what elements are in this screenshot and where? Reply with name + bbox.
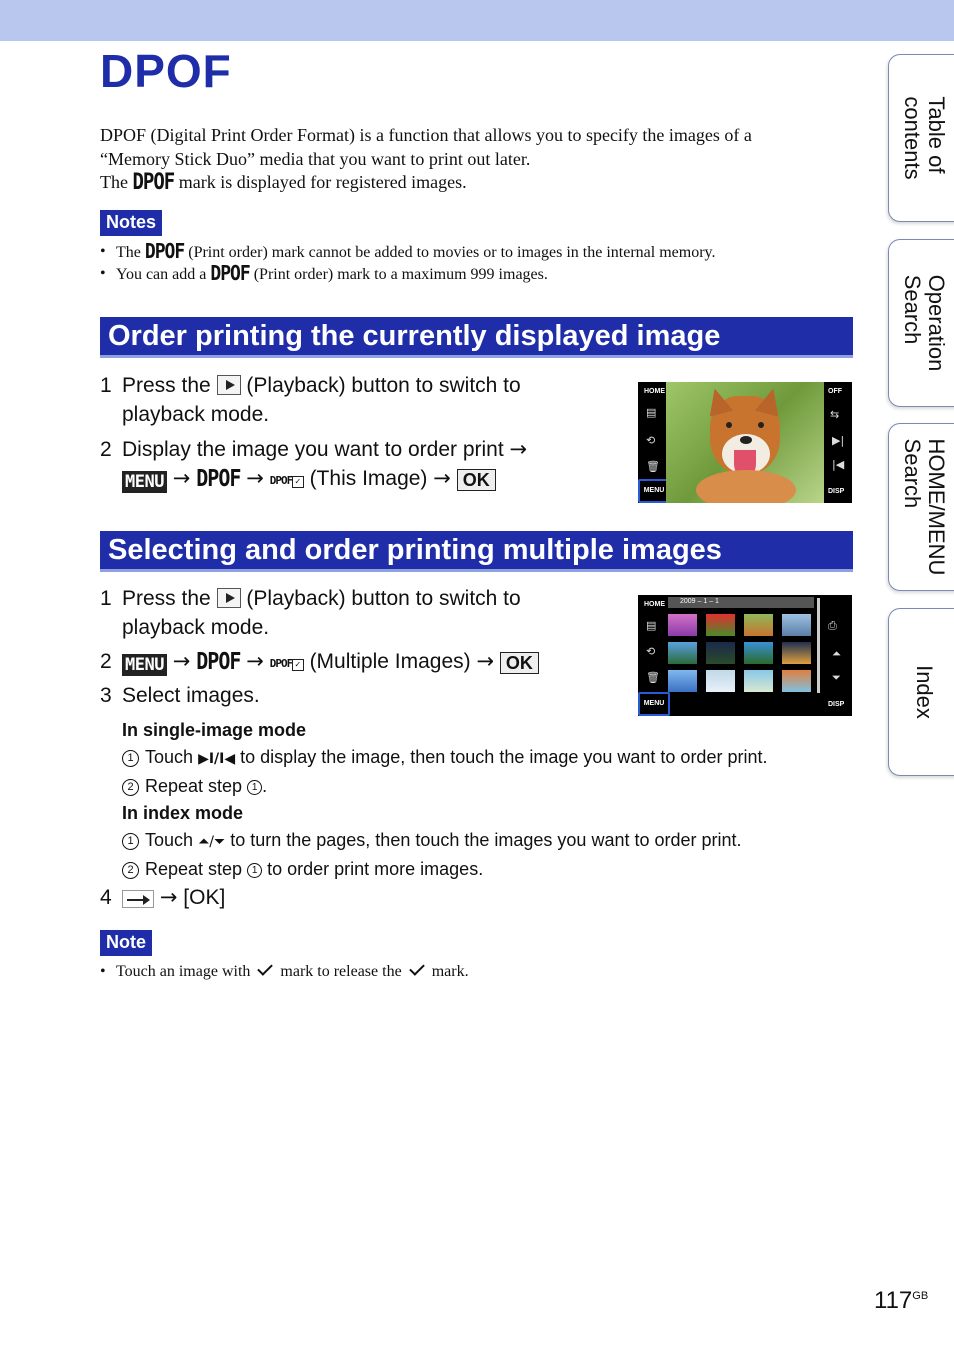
arrow-icon: →: [476, 649, 495, 673]
dpof-mark-icon: DPOF: [196, 464, 241, 492]
notes-item-1-pre: The: [116, 244, 141, 261]
tab-home-menu-search[interactable]: [888, 423, 954, 591]
step-text: playback mode.: [122, 403, 270, 426]
thumbnail: [668, 642, 697, 664]
tab-operation-search[interactable]: [888, 239, 954, 407]
step-text: Display the image you want to order print: [122, 438, 504, 461]
tab-label-line: Search: [900, 274, 925, 345]
note-text: mark to release the: [280, 963, 402, 980]
thumbnail: [706, 642, 735, 664]
arrow-icon: →: [159, 885, 178, 909]
step-text: Press the: [122, 587, 211, 610]
step-text: [OK]: [183, 886, 226, 909]
notes-item-1-post: (Print order) mark cannot be added to movies or to images in the internal memory.: [188, 244, 716, 261]
note-text: Touch an image with: [116, 963, 251, 980]
swap-icon: ⇆: [830, 408, 840, 421]
note-label: Note: [100, 930, 152, 956]
note-item: [100, 961, 469, 982]
check-icon: [258, 960, 274, 976]
camera-screen-single: [638, 382, 852, 503]
check-icon: ✓: [292, 476, 304, 488]
dpof-multiple-images-icon: [270, 649, 304, 671]
single-mode-heading: In single-image mode: [122, 720, 307, 740]
prev-image-icon: |◀: [832, 458, 845, 471]
trash-icon: 🗑: [646, 460, 660, 473]
thumbnail: [744, 642, 773, 664]
step-number: 1: [100, 587, 112, 610]
intro-line-1: DPOF (Digital Print Order Format) is a function that allows you to specify the images of a: [100, 125, 752, 145]
intro-line-2: “Memory Stick Duo” media that you want to print out later.: [100, 148, 531, 169]
step-text: .: [262, 776, 268, 796]
circle-1-icon: 1: [247, 780, 262, 795]
step-2: [100, 435, 610, 493]
index-mode-step-1: [122, 827, 852, 856]
thumbnail: [782, 614, 811, 636]
step-text: Repeat step: [145, 859, 243, 879]
tab-index[interactable]: [888, 608, 954, 776]
circle-1-icon: 1: [247, 863, 262, 878]
page-number: [874, 1287, 928, 1315]
tab-label: [900, 275, 948, 372]
top-banner: [0, 0, 954, 41]
page-up-icon: ⏶: [832, 647, 841, 660]
dpof-small-text: DPOF: [269, 474, 293, 487]
tab-label-line: Table of: [924, 96, 949, 174]
arrow-icon: →: [246, 649, 264, 673]
home-label: HOME: [644, 601, 665, 608]
step-text: Repeat step: [145, 776, 243, 796]
page-down-icon: ⏷: [832, 671, 841, 684]
tab-table-of-contents[interactable]: [888, 54, 954, 222]
tab-label: [900, 439, 948, 576]
menu-button: MENU: [638, 692, 670, 716]
page-number-value: 117: [874, 1287, 913, 1314]
thumbnail: [706, 670, 735, 692]
thumbnail: [744, 670, 773, 692]
section2-steps: [100, 584, 610, 710]
index-mode-heading: In index mode: [122, 803, 244, 823]
step-3: [100, 681, 610, 710]
step-1: [100, 584, 610, 642]
dog-photo: [666, 382, 824, 503]
dpof-mark-icon: DPOF: [196, 647, 241, 675]
page-title: DPOF: [100, 45, 232, 97]
notes-list: [100, 241, 716, 285]
slideshow-icon: ▤: [646, 619, 657, 632]
intro-line-3-pre: The: [100, 172, 128, 192]
step-4: [100, 883, 225, 912]
thumbnail: [782, 642, 811, 664]
note-text: mark.: [431, 963, 469, 980]
check-icon: ✓: [292, 659, 304, 671]
note-list: [100, 961, 469, 982]
scrollbar: [817, 598, 820, 693]
section-heading-current-image: Order printing the currently displayed image: [100, 317, 853, 358]
dpof-mark-icon: DPOF: [144, 239, 185, 264]
index-mode-step-2: [122, 856, 852, 883]
dpof-mark-icon: DPOF: [210, 261, 250, 286]
section-heading-multiple-images: Selecting and order printing multiple images: [100, 531, 853, 572]
step-text: (Playback) button to switch to: [246, 587, 521, 610]
thumbnail: [744, 614, 773, 636]
page-up-down-icon: ⏶/⏷: [198, 834, 226, 850]
ok-icon: OK: [457, 469, 496, 491]
step-text: Press the: [122, 374, 211, 397]
step-number: 2: [100, 438, 112, 461]
off-label: OFF: [828, 388, 842, 395]
step-text: Touch: [145, 747, 194, 767]
date-label: 2009 – 1 – 1: [680, 598, 719, 605]
tab-label-line: HOME/MENU: [924, 438, 949, 576]
dpof-view-icon: ⎙: [828, 619, 837, 632]
thumbnail: [782, 670, 811, 692]
notes-item: [100, 263, 716, 285]
step-number: 3: [100, 684, 112, 707]
tab-label-line: contents: [900, 96, 925, 180]
single-mode-step-2: [122, 773, 852, 800]
menu-button: MENU: [638, 479, 670, 503]
thumbnail: [706, 614, 735, 636]
disp-label: DISP: [828, 488, 845, 495]
camera-screen-index: [638, 595, 852, 716]
tab-label: Index: [912, 665, 937, 719]
thumbnail: [668, 670, 697, 692]
tab-label-line: Search: [900, 438, 925, 509]
slideshow-icon: ▤: [646, 406, 657, 419]
playback-icon: [217, 588, 241, 608]
step-text: (Playback) button to switch to: [246, 374, 521, 397]
rotate-icon: ⟲: [646, 434, 656, 447]
rotate-icon: ⟲: [646, 645, 656, 658]
menu-icon: MENU: [122, 471, 167, 493]
arrow-icon: →: [433, 466, 451, 490]
step-1: [100, 371, 610, 429]
playback-icon: [217, 375, 241, 395]
step-text: Select images.: [122, 684, 260, 707]
home-label: HOME: [644, 388, 665, 395]
select-modes: [122, 717, 852, 883]
circle-2-icon: 2: [122, 779, 139, 796]
step-text: to order print more images.: [267, 859, 484, 879]
next-prev-icon: ▶I/I◀: [198, 751, 236, 767]
trash-icon: 🗑: [646, 671, 660, 684]
circle-1-icon: 1: [122, 750, 139, 767]
next-arrow-icon: [122, 890, 154, 908]
single-mode-step-1: [122, 744, 852, 773]
step-number: 2: [100, 650, 112, 673]
step-text: (Multiple Images): [309, 650, 471, 673]
notes-item-2-post: (Print order) mark to a maximum 999 images.: [253, 266, 548, 283]
step-text: to turn the pages, then touch the images you want to order print.: [230, 830, 742, 850]
circle-2-icon: 2: [122, 862, 139, 879]
menu-icon: MENU: [122, 654, 167, 676]
check-icon: [409, 960, 425, 976]
dpof-mark-icon: DPOF: [132, 169, 175, 195]
arrow-icon: →: [509, 437, 528, 461]
step-2: [100, 647, 610, 676]
arrow-icon: →: [172, 649, 191, 673]
notes-label: Notes: [100, 210, 162, 236]
step-number: 1: [100, 374, 112, 397]
section1-steps: [100, 371, 610, 493]
step-text: (This Image): [309, 467, 428, 490]
page-suffix: GB: [912, 1290, 929, 1302]
step-text: Touch: [145, 830, 194, 850]
intro-paragraph: [100, 124, 840, 195]
next-image-icon: ▶|: [832, 434, 845, 447]
ok-icon: OK: [500, 652, 539, 674]
tab-label: [900, 96, 948, 179]
disp-label: DISP: [828, 701, 845, 708]
thumbnail: [668, 614, 697, 636]
arrow-icon: →: [246, 466, 264, 490]
arrow-icon: →: [172, 466, 191, 490]
notes-item-2-pre: You can add a: [116, 266, 207, 283]
dpof-small-text: DPOF: [269, 657, 293, 670]
section2-step-4: [100, 883, 225, 912]
circle-1-icon: 1: [122, 833, 139, 850]
dpof-this-image-icon: [270, 466, 304, 488]
step-text: playback mode.: [122, 616, 270, 639]
notes-item: [100, 241, 716, 263]
intro-line-3-post: mark is displayed for registered images.: [178, 172, 467, 192]
step-number: 4: [100, 886, 112, 909]
tab-label-line: Operation: [924, 274, 949, 372]
step-text: to display the image, then touch the image you want to order print.: [240, 747, 768, 767]
